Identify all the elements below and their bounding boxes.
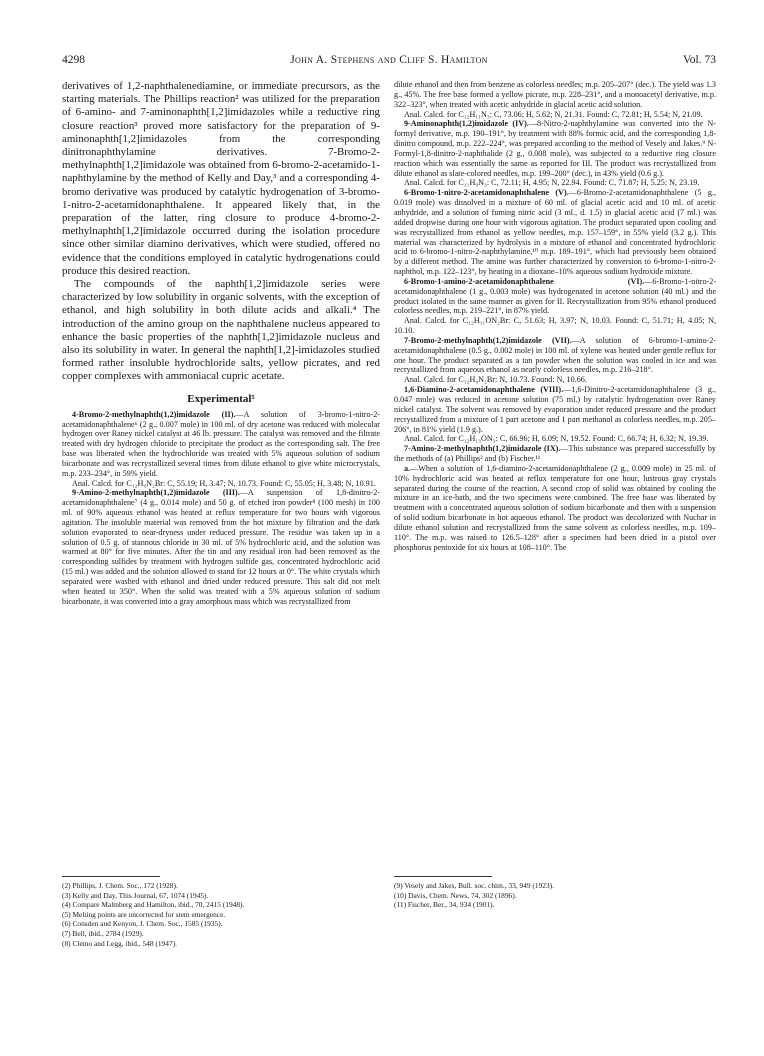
analysis-line [394,316,716,336]
entry-text: —6-Bromo-1-nitro-2-acetamidonaphthalene (1 g., 0.003 mole) was hydrogenated in acetone solution (40 ml.) and the product isolated in the same manner as given for II. Recrystallization from 95% ethanol produced colorless needles, m.p. 219–221°, in 87% yield. [394,276,716,316]
entry-text: dilute ethanol and then from benzene as colorless needles; m.p. 205–207° (dec.). The yield was 1.3 g., 45%. The free base formed a yellow picrate, m.p. 228–231°, and a monoacetyl derivative, m.p. 322–323°, when treated with acetic anhydride in glacial acetic acid solution. [394,80,716,109]
entry-text: —A solution of 3-bromo-1-nitro-2-acetamidonaphthalene⁶ (2 g., 0.007 mole) in 100 ml. of dry acetone was reduced with molecular hydrogen over Raney nickel catalyst at 46 lb. pressure. The catalyst was removed and the filtrate treated with dry hydrogen chloride to precipitate the product as the corresponding salt. The free base was liberated when the hydrochloride was treated with 5% aqueous solution of sodium bicarbonate and was recrystallized several times from dilute ethanol to give white microcrystals, m.p. 233–234°, in 59% yield. [62,409,380,478]
entry-text: —6-Bromo-2-acetamidonaphthalene (5 g., 0.019 mole) was dissolved in a mixture of 60 ml. of glacial acetic acid and 10 ml. of acetic anhydride, and a solution of fuming nitric acid (3 ml., d. 1.5) in glacial acetic acid (7 ml.) was added dropwise during one hour with vigorous agitation. The product separated upon cooling and was recrystallized from ethanol as yellow needles, m.p. 157–159°, in 55% yield (3.2 g.). This material was characterized by hydrolysis in a mixture of ethanol and concentrated hydrochloric acid to 6-bromo-1-nitro-2-naphthylamine,¹⁰ m.p. 189–191°, which had previously been obtained by a different method. The amine was further characterized by conversion to 6-bromo-1-nitro-2-naphthol, m.p. 122–123°, by heating in a dioxane–10% aqueous sodium hydroxide mixture. [394,188,716,277]
experimental-entries-right [394,80,716,553]
page-header [62,54,716,70]
experimental-entry [62,488,380,606]
footnote: (5) Melting points are uncorrected for stem emergence. [62,909,226,919]
compound-heading: 4-Bromo-2-methylnaphth(1,2)imidazole (II). [72,409,236,419]
footnote-divider [62,876,160,877]
experimental-entry [394,385,716,434]
footnote: (2) Phillips, J. Chem. Soc., 172 (1928). [62,881,178,890]
experimental-entry [394,444,716,464]
intro-paragraph: derivatives of 1,2-naphthalenediamine, or immediate precursors, as the starting materials. The Phillips reaction² was utilized for the preparation of 6-amino- and 7-aminonaphth[1,2]imidazoles while a reductive ring closure reaction³ proved more satisfactory for the preparation of 9-aminonaphth[1,2]imidazoles from the corresponding dinitronaphthylamine derivatives. 7-Bromo-2-methylnaphth[1,2]imidazole was obtained from 6-bromo-2-acetamido-1-naphthylamine by the method of Kelly and Day,³ and a corresponding 4-bromo derivative was produced by catalytic hydrogenation of 3-bromo-1-nitro-2-acetamidonaphthalene. It appeared likely that, in the preparation of the latter, ring closure to produce 4-bromo-2-methylnaphth[1,2]imidazole occurred during the isolation procedure since other similar diamino derivatives, which were studied, offered no evidence that the conditions employed in catalytic hydrogenations could produce this desired reaction. [62,80,380,277]
right-column [394,80,716,553]
footnote: (9) Vesely and Jakes, Bull. soc. chim., 33, 949 (1923). [394,881,554,890]
compound-heading: 6-Bromo-1-nitro-2-acetamidonaphthalene (V). [404,188,569,198]
page-number: 4298 [62,54,85,66]
footnote: (11) Fischer, Ber., 34, 934 (1901). [394,900,495,910]
entry-text: Anal. Calcd. for C₁₂H₉N₂Br: N, 10.73. Found: N, 10.66. [404,375,587,385]
compound-heading: 6-Bromo-1-amino-2-acetamidonaphthalene (VI). [404,276,645,286]
volume-label: Vol. 73 [682,54,716,66]
experimental-entry [62,410,380,479]
footnote: (3) Kelly and Day, This Journal, 67, 1074 (1945). [62,890,209,900]
entry-text: Anal. Calcd. for C₁₂H₉N₂Br: C, 55.19; H, 3.47; N, 10.73. Found: C, 55.05; H, 3.48; N, 10.91. [72,478,376,488]
analysis-line [394,434,716,444]
entry-text: Anal. Calcd. for C₁₂H₁₁N₃: C, 73.06; H, 5.62; N, 21.31. Found: C, 72.81; H, 5.54; N, 21.09. [404,109,703,119]
section-heading-experimental: Experimental⁵ [187,392,255,405]
entry-text: —This substance was prepared successfully by the methods of (a) Phillips² and (b) Fischer.¹¹ [394,444,716,464]
analysis-line [62,479,380,489]
experimental-entry [394,277,716,316]
footnote: (8) Clemo and Legg, ibid., 548 (1947). [62,938,177,948]
entry-text: Anal. Calcd. for C₁₂H₁₁ON₂Br: C, 51.63; H, 3.97; N, 10.03. Found: C, 51.71; H, 4.05; N, 10.10. [394,316,716,336]
method-heading: a. [404,463,411,473]
experimental-entry [394,336,716,375]
footnotes-right [394,881,716,910]
experimental-entries-left [62,410,380,607]
running-title: John A. Stephens and Cliff S. Hamilton [290,54,488,66]
footnote: (7) Bell, ibid., 2784 (1929). [62,928,144,938]
analysis-line [394,110,716,120]
entry-text: —1,6-Dinitro-2-acetamidonaphthalene (3 g., 0.047 mole) was reduced in acetone solution (75 ml.) by catalytic hydrogenation over Raney nickel catalyst. The solvent was removed by evaporation under reduced pressure and the product recrystallized from a mixture of 1 part acetone and 1 part methanol as colorless needles, m.p. 205–206°, in 81% yield (1.9 g.). [394,385,716,434]
compound-heading: 7-Amino-2-methylnaphth(1,2)imidazole (IX). [404,444,561,454]
analysis-line [394,178,716,188]
footnotes-left [62,881,380,948]
continued-entry [394,80,716,110]
introduction-text [62,80,380,384]
footnotes [62,881,716,1031]
entry-text: Anal. Calcd. for C₁₂H₁₃ON₃: C, 66.96; H, 6.09; N, 19.52. Found: C, 66.74; H, 6.32; N, 19.39. [404,434,709,444]
entry-text: —A suspension of 1,8-dinitro-2-acetamidonaphthalene⁷ (4 g., 0.014 mole) and 50 g. of etched iron powder⁸ (100 mesh) in 100 ml. of 90% aqueous ethanol was heated at reflux temperature for two hours with vigorous agitation. The insoluble material was removed from the hot mixture by filtration and the dark solution evaporated to near-dryness under reduced pressure. The residue was taken up in a solution of 0.5 g. of stannous chloride in 30 ml. of 5% hydrochloric acid, and the solution was warmed at 80° for five minutes. After the tin and any residual iron had been removed as the corresponding sulfides by treatment with hydrogen sulfide gas, concentrated hydrochloric acid (15 ml.) was added and the solution allowed to stand for 12 hours at 0°. The white crystals which separated were washed with ethanol and dried under reduced pressure. This salt did not melt when heated to 350°. When the solid was treated with a 5% aqueous solution of sodium bicarbonate, it was converted into a gray amorphous mass which was recrystallized from [62,488,380,606]
compound-heading: 7-Bromo-2-methylnaphth(1,2)imidazole (VII). [404,335,572,345]
footnote: (10) Davis, Chem. News, 74, 302 (1896). [394,890,517,900]
compound-heading: 9-Aminonaphth(1,2)imidazole (IV). [404,119,529,129]
experimental-entry [394,188,716,277]
intro-paragraph: The compounds of the naphth[1,2]imidazole series were characterized by low solubility in organic solvents, with the exception of ethanol, and high solubility in both dilute acids and alkali.⁴ The introduction of the amino group on the naphthalene nucleus appeared to enhance the basic properties of the naphth[1,2]imidazole nucleus and also its solubility in water. In general the naphth[1,2]-imidazoles studied formed rather insoluble hydrochloride salts, yellow picrates, and red copper complexes with ammoniacal cupric acetate. [62,278,380,383]
entry-text: —When a solution of 1,6-diamino-2-acetamidonaphthalene (2 g., 0.009 mole) in 25 ml. of 10% hydrochloric acid was heated at reflux temperature for one hour, lustrous gray crystals separated during the course of the reaction. A second crop of solid was obtained by cooling the mixture in an ice-bath, and the two specimens were combined. The free base was liberated by treatment with a concentrated aqueous solution of sodium bicarbonate and then with a suspension of solid sodium bicarbonate in hot aqueous ethanol. The product was decolorized with Nuchar in dilute ethanol solution and recrystallized from the same solvent as colorless needles, m.p. 109–110°. The m.p. was raised to 126.5–128° after a specimen had been dried in a pistol over phosphorus pentoxide for six hours at 108–110°. The [394,463,716,552]
compound-heading: 9-Amino-2-methylnaphth(1,2)imidazole (III). [72,488,240,498]
experimental-entry [394,119,716,178]
footnote: (6) Consden and Kenyon, J. Chem. Soc., 1585 (1935). [62,919,223,929]
experimental-entry [394,464,716,553]
footnote: (4) Compare Malmberg and Hamilton, ibid., 70, 2415 (1948). [62,900,245,910]
footnote-divider-right [394,876,492,877]
entry-text: —8-Nitro-2-naphthylamine was converted into the N-formyl derivative, m.p. 190–191°, by treatment with 88% formic acid, and the corresponding 1,8-dinitro compound, m.p. 222–224°, was prepared according to the method of Vesely and Jakes.⁹ N-Formyl-1,8-dinitro-2-naphthalide (2 g., 0.008 mole), was subjected to a reductive ring closure reaction which was essentially the same as reported for III. The product was recrystallized from dilute ethanol as slate-colored needles, m.p. 199–200° (dec.), in 43% yield (0.6 g.). [394,119,716,178]
left-column [62,80,380,607]
entry-text: —A solution of 6-bromo-1-amino-2-acetamidonaphthalene (0.5 g., 0.002 mole) in 100 ml. of xylene was heated under gentle reflux for one hour. The product separated as a tan powder when the solution was cooled in ice and was recrystallized from aqueous ethanol as nearly colorless needles, m.p. 216–218°. [394,335,717,375]
entry-text: Anal. Calcd. for C₁₁H₉N₃: C, 72.11; H, 4.95; N, 22.94. Found: C, 71.87; H, 5.25; N, 23.19. [404,178,700,188]
analysis-line [394,375,716,385]
compound-heading: 1,6-Diamino-2-acetamidonaphthalene (VIII). [404,385,564,395]
